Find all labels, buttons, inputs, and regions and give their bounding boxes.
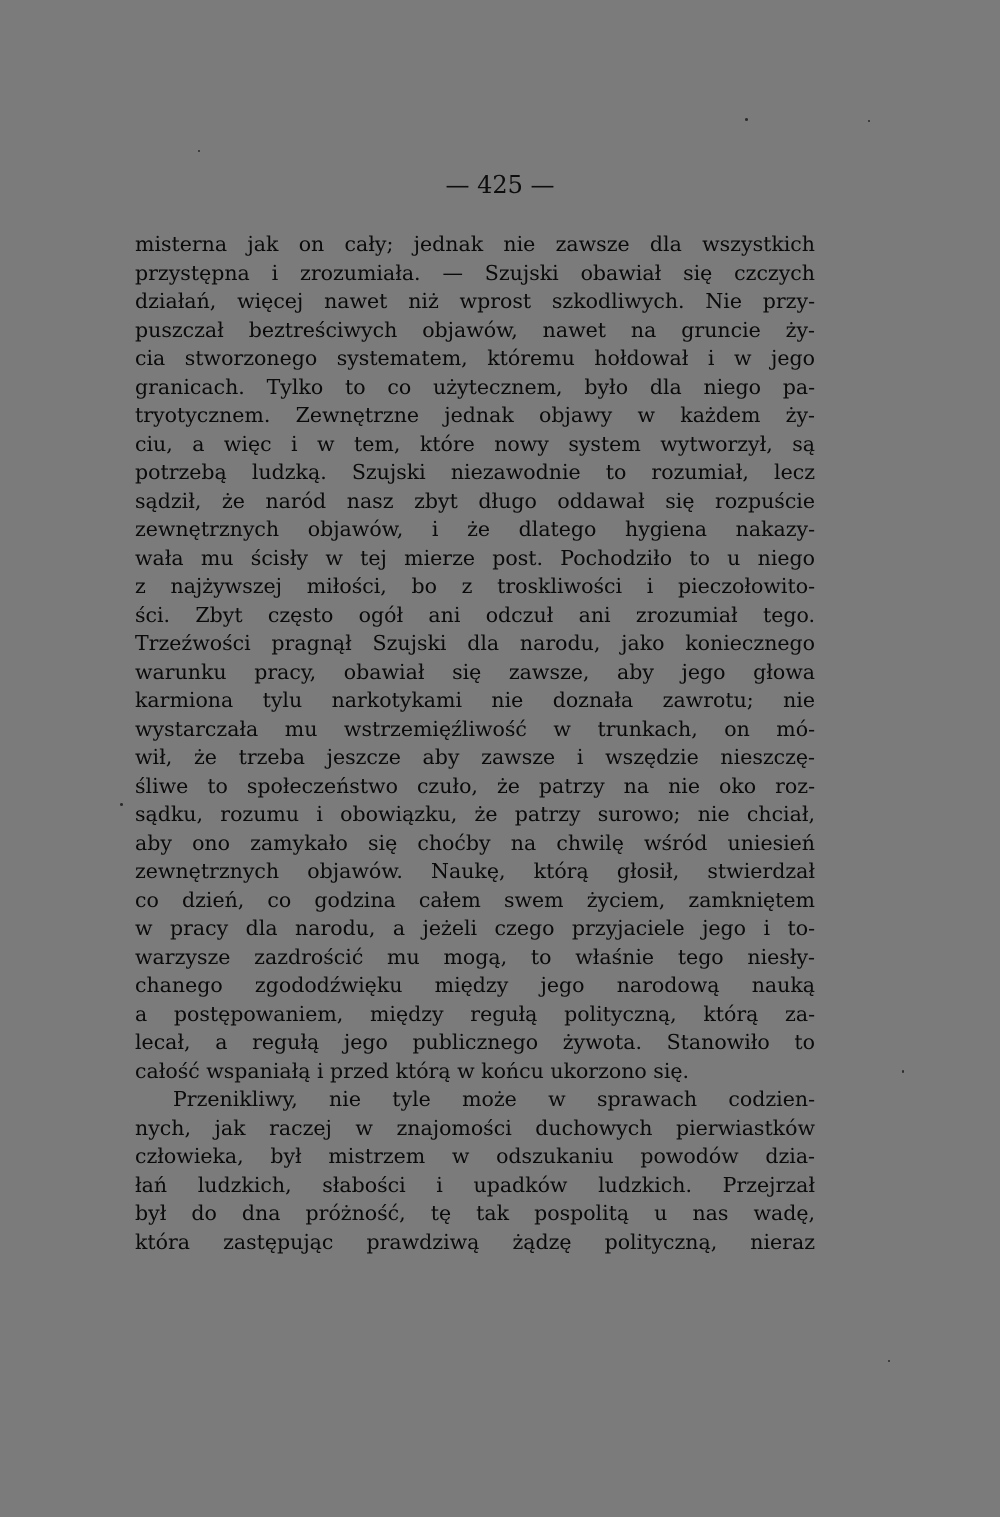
text-line: Trzeźwości pragnął Szujski dla narodu, jako koniecznego [135,631,815,655]
text-line: karmiona tylu narkotykami nie doznała zawrotu; nie [135,688,815,712]
text-line: tryotycznem. Zewnętrzne jednak objawy w każdem ży- [135,403,815,427]
text-line: całość wspaniałą i przed którą w końcu ukorzono się. [135,1058,690,1083]
text-line: zewnętrznych objawów. Naukę, którą głosił, stwierdzał [135,859,815,883]
text-line: puszczał beztreściwych objawów, nawet na gruncie ży- [135,317,815,342]
text-line: śliwe to społeczeństwo czuło, że patrzy na nie oko roz- [135,773,815,798]
text-line: zewnętrznych objawów, i że dlatego hygiena nakazy- [135,517,815,541]
text-line: Przenikliwy, nie tyle może w sprawach codzien- [173,1087,815,1111]
text-line: człowieka, był mistrzem w odszukaniu powodów dzia- [135,1144,815,1168]
text-line: nych, jak raczej w znajomości duchowych pierwiastków [135,1115,815,1140]
text-line: a postępowaniem, między regułą polityczną, którą za- [135,1001,815,1026]
scan-speck [198,150,200,152]
page-number: — 425 — [445,171,555,199]
text-line: lecał, a regułą jego publicznego żywota. Stanowiło to [135,1030,815,1054]
text-line: warzysze zazdrościć mu mogą, to właśnie tego niesły- [135,944,815,969]
text-line: przystępna i zrozumiała. — Szujski obawiał się czczych [135,260,815,285]
text-line: misterna jak on cały; jednak nie zawsze dla wszystkich [135,232,815,256]
text-line: granicach. Tylko to co użytecznem, było dla niego pa- [135,374,815,399]
text-line: sądził, że naród nasz zbyt długo oddawał się rozpuście [135,488,815,513]
text-line: co dzień, co godzina całem swem życiem, zamkniętem [135,887,815,912]
text-line: ści. Zbyt często ogół ani odczuł ani zrozumiał tego. [135,602,815,627]
text-line: warunku pracy, obawiał się zawsze, aby jego głowa [135,659,815,684]
text-line: łań ludzkich, słabości i upadków ludzkich. Przejrzał [135,1172,815,1197]
text-line: wystarczała mu wstrzemięźliwość w trunkach, on mó- [135,716,815,741]
text-line: cia stworzonego systematem, któremu hołdował i w jego [135,346,815,370]
text-line: z najżywszej miłości, bo z troskliwości i pieczołowito- [135,574,815,598]
scan-speck [120,803,123,806]
text-line: która zastępując prawdziwą żądzę polityczną, nieraz [135,1229,815,1254]
scan-speck [745,118,748,121]
text-line: był do dna próżność, tę tak pospolitą u nas wadę, [135,1201,815,1225]
scan-speck [902,1070,904,1073]
text-line: sądku, rozumu i obowiązku, że patrzy surowo; nie chciał, [135,802,815,826]
text-line: wił, że trzeba jeszcze aby zawsze i wszędzie nieszczę- [135,745,815,769]
text-line: wała mu ścisły w tej mierze post. Pochodziło to u niego [135,545,815,570]
scan-speck [888,1360,890,1362]
body-text [135,230,815,1256]
text-line: potrzebą ludzką. Szujski niezawodnie to rozumiał, lecz [135,460,815,484]
scan-speck [868,120,870,122]
text-line: działań, więcej nawet niż wprost szkodliwych. Nie przy- [135,289,815,313]
text-line: chanego zgododźwięku między jego narodową nauką [135,973,815,997]
text-line: aby ono zamykało się choćby na chwilę wśród uniesień [135,830,815,855]
text-line: w pracy dla narodu, a jeżeli czego przyjaciele jego i to- [135,916,815,940]
text-line: ciu, a więc i w tem, które nowy system wytworzył, są [135,431,815,456]
